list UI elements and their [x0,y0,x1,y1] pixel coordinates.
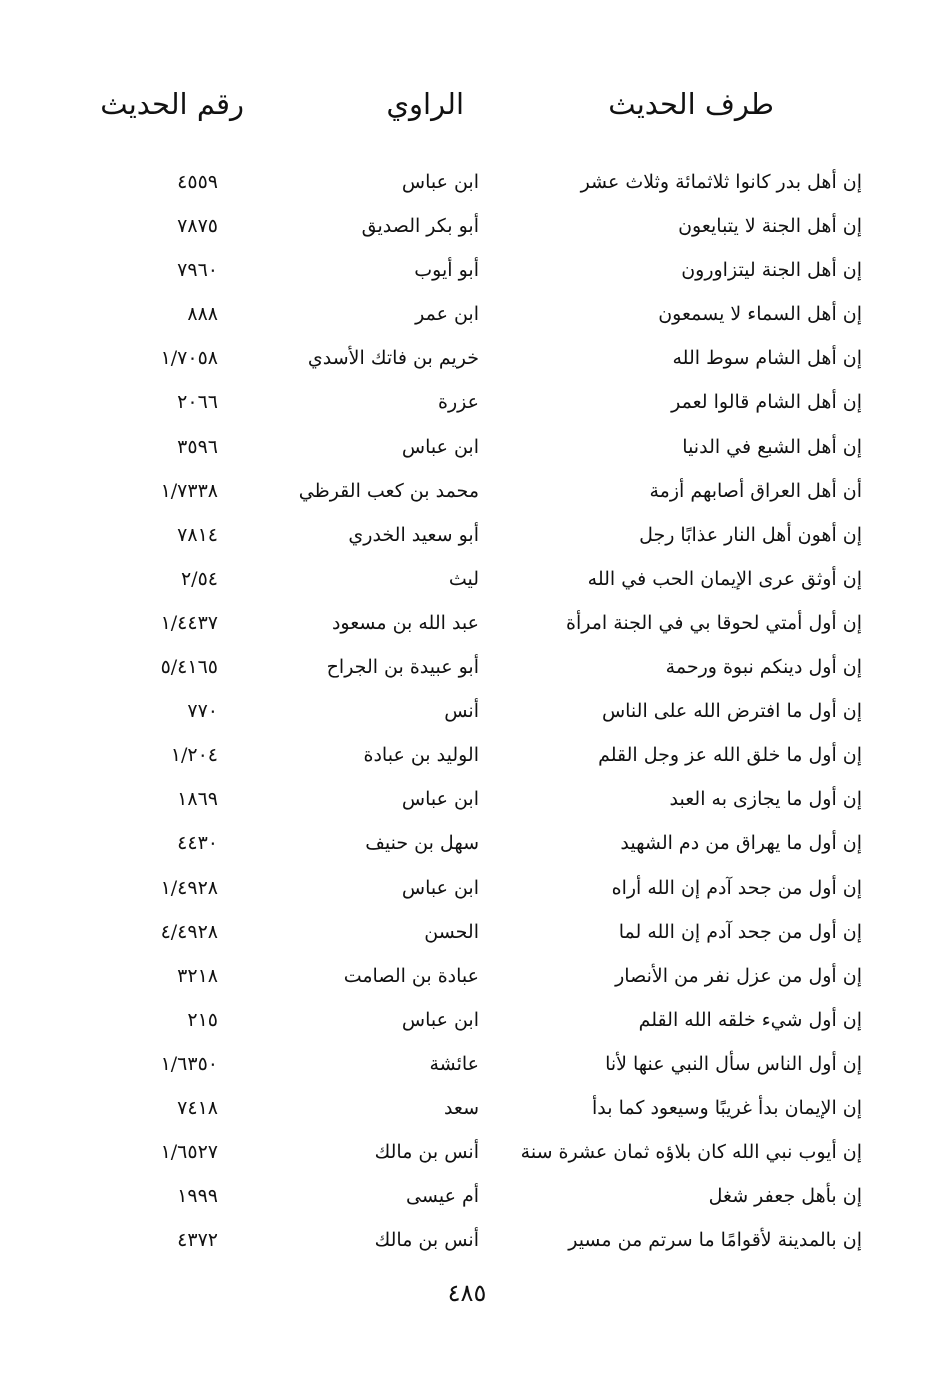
table-row [0,204,934,248]
hadith-cell: إن بأهل جعفر شغل [708,1185,862,1208]
table-row [0,557,934,601]
narrator-cell: ليث [448,567,479,590]
narrator-cell: عبد الله بن مسعود [331,611,479,634]
narrator-cell: الحسن [424,920,479,943]
hadith-cell: إن أول ما خلق الله عز وجل القلم [598,744,862,767]
hadith-cell: إن أيوب نبي الله كان بلاؤه ثمان عشرة سنة [520,1141,862,1164]
number-cell: ٢١٥ [187,1008,218,1031]
narrator-cell: عزرة [438,391,479,414]
number-cell: ٧٧٠ [187,700,218,723]
table-row [0,821,934,865]
table-row [0,1130,934,1174]
hadith-cell: إن أهل بدر كانوا ثلاثمائة وثلاث عشر [580,171,862,193]
table-row [0,469,934,513]
table-row [0,1042,934,1086]
table-row [0,1174,934,1218]
number-cell: ١/٢٠٤ [170,744,218,767]
narrator-cell: سعد [443,1096,479,1119]
header-hadith: طرف الحديث [608,87,774,121]
table-row [0,777,934,821]
number-cell: ٨٨٨ [187,303,218,326]
table-row [0,998,934,1042]
table-row [0,513,934,557]
number-cell: ٧٤١٨ [177,1096,218,1119]
hadith-cell: إن أهل الجنة ليتزاورون [681,259,862,282]
hadith-cell: إن أول شيء خلقه الله القلم [638,1008,862,1031]
hadith-cell: إن أول الناس سأل النبي عنها لأنا [605,1052,862,1075]
table-row [0,910,934,954]
table-row [0,425,934,469]
hadith-cell: إن أهل الشام قالوا لعمر [671,391,862,414]
narrator-cell: ابن عباس [401,788,479,811]
number-cell: ١٩٩٩ [177,1185,218,1208]
narrator-cell: محمد بن كعب القرظي [298,479,479,502]
narrator-cell: ابن عباس [401,876,479,899]
narrator-cell: أبو عبيدة بن الجراح [326,656,479,679]
narrator-cell: أم عيسى [406,1185,479,1208]
table-row [0,336,934,380]
table-row [0,248,934,292]
table-row [0,866,934,910]
narrator-cell: ابن عمر [415,303,479,326]
number-cell: ١/٤٩٢٨ [160,876,218,899]
hadith-cell: إن أهل الشام سوط الله [672,347,862,370]
hadith-cell: إن أول من جحد آدم إن الله أراه [611,876,862,899]
table-row [0,1218,934,1262]
hadith-cell: إن أهون أهل النار عذابًا رجل [639,523,862,546]
number-cell: ٧٩٦٠ [177,259,218,282]
number-cell: ٣٥٩٦ [177,435,218,458]
table-row [0,292,934,336]
table-body [0,160,934,1262]
hadith-cell: إن أول ما افترض الله على الناس [601,700,862,723]
number-cell: ٤/٤٩٢٨ [160,920,218,943]
number-cell: ١/٧٣٣٨ [160,479,218,502]
table-row [0,160,934,204]
narrator-cell: أنس [444,700,479,723]
table-header [0,82,934,132]
page-number: ٤٨٥ [447,1279,487,1307]
narrator-cell: أبو سعيد الخدري [348,523,479,546]
table-row [0,733,934,777]
number-cell: ٤٣٧٢ [177,1229,218,1252]
table-row [0,380,934,424]
hadith-cell: إن أول أمتي لحوقا بي في الجنة امرأة [565,611,862,634]
narrator-cell: ابن عباس [401,435,479,458]
narrator-cell: ابن عباس [401,171,479,193]
narrator-cell: أنس بن مالك [374,1229,479,1252]
table-row [0,1086,934,1130]
hadith-cell: إن أول ما يجازى به العبد [669,788,862,811]
hadith-cell: إن أهل الشبع في الدنيا [682,435,862,458]
table-row [0,954,934,998]
number-cell: ١/٤٤٣٧ [160,611,218,634]
hadith-cell: إن أول ما يهراق من دم الشهيد [620,832,862,855]
hadith-cell: أن أهل العراق أصابهم أزمة [649,479,862,502]
hadith-cell: إن بالمدينة لأقوامًا ما سرتم من مسير [568,1229,862,1252]
number-cell: ٧٨١٤ [177,523,218,546]
table-row [0,689,934,733]
number-cell: ١/٧٠٥٨ [160,347,218,370]
hadith-cell: إن أهل الجنة لا يتبايعون [678,215,862,238]
narrator-cell: أبو بكر الصديق [361,215,479,238]
narrator-cell: الوليد بن عبادة [363,744,479,767]
number-cell: ٢/٥٤ [180,567,218,590]
hadith-cell: إن أول من عزل نفر من الأنصار [615,964,862,987]
hadith-cell: إن أهل السماء لا يسمعون [658,303,862,326]
number-cell: ١/٦٣٥٠ [160,1052,218,1075]
number-cell: ٣٢١٨ [177,964,218,987]
number-cell: ٥/٤١٦٥ [160,656,218,679]
number-cell: ٢٠٦٦ [177,391,218,414]
hadith-cell: إن أول من جحد آدم إن الله لما [618,920,862,943]
hadith-cell: إن الإيمان بدأ غريبًا وسيعود كما بدأ [592,1096,862,1119]
hadith-cell: إن أول دينكم نبوة ورحمة [665,656,862,679]
hadith-cell: إن أوثق عرى الإيمان الحب في الله [587,567,862,590]
narrator-cell: أنس بن مالك [374,1141,479,1164]
narrator-cell: أبو أيوب [414,259,479,282]
narrator-cell: خريم بن فاتك الأسدي [307,347,479,370]
narrator-cell: عائشة [429,1052,479,1075]
number-cell: ١٨٦٩ [177,788,218,811]
narrator-cell: سهل بن حنيف [365,832,479,855]
table-row [0,601,934,645]
table-row [0,645,934,689]
number-cell: ١/٦٥٢٧ [160,1141,218,1164]
number-cell: ٤٤٣٠ [177,832,218,855]
header-narrator: الراوي [386,87,464,121]
narrator-cell: عبادة بن الصامت [343,964,479,987]
narrator-cell: ابن عباس [401,1008,479,1031]
number-cell: ٤٥٥٩ [177,171,218,193]
header-number: رقم الحديث [100,87,244,121]
number-cell: ٧٨٧٥ [177,215,218,238]
